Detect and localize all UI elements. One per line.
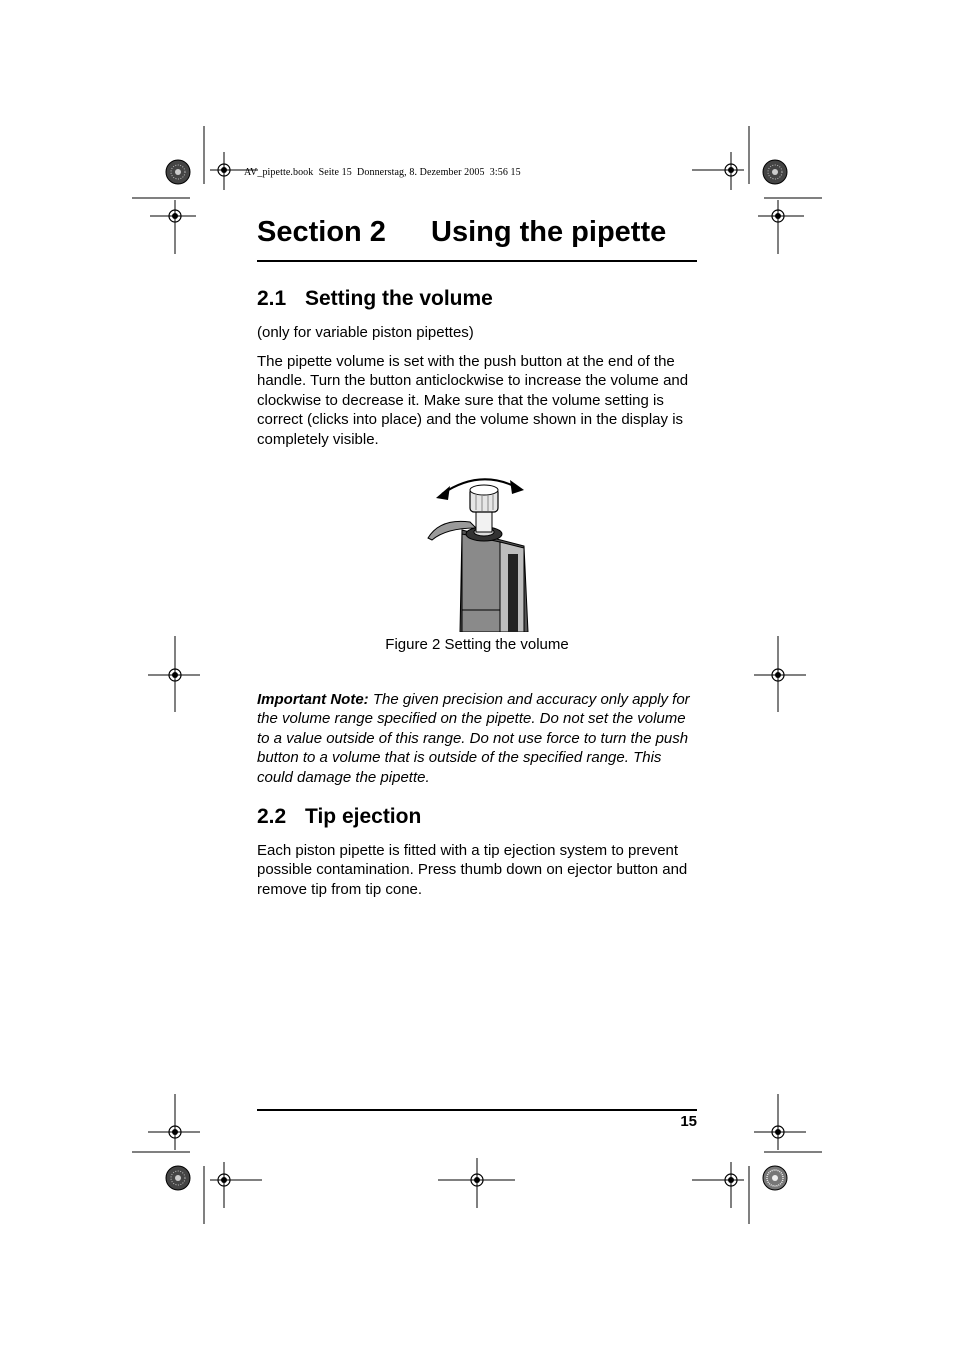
figure-caption: Figure 2 Setting the volume <box>385 636 569 653</box>
star-target-bottom-left <box>166 1166 190 1190</box>
registration-mark-middle-left <box>148 636 200 712</box>
crop-mark-top-left <box>132 126 204 198</box>
registration-mark-top-left-b <box>150 200 196 254</box>
crop-mark-bottom-right <box>749 1152 822 1224</box>
subsection-number: 2.2 <box>257 805 287 828</box>
arrow-right-icon <box>510 480 524 494</box>
star-target-bottom-right <box>763 1166 787 1190</box>
star-target-top-right <box>763 160 787 184</box>
crop-mark-bottom-left <box>132 1152 204 1224</box>
important-note-label: Important Note: <box>257 691 369 708</box>
star-target-top-left <box>166 160 190 184</box>
section-number: Section 2 <box>257 216 386 248</box>
subsection-note-variable-pipettes: (only for variable piston pipettes) <box>257 324 474 341</box>
section-heading <box>257 216 666 249</box>
setting-volume-paragraph: The pipette volume is set with the push button at the end of the handle. Turn the button anticlockwise to increase the volume and clockwise to decrease it. Make sure that the volume setting is correct (clicks into place) and the volume shown in the display is completely visible. <box>257 353 689 448</box>
subsection-heading-2-2 <box>257 805 421 829</box>
arrow-left-icon <box>436 486 450 500</box>
registration-mark-top-right-a <box>692 152 744 190</box>
subsection-title: Setting the volume <box>305 287 493 310</box>
registration-mark-bottom-right-a <box>754 1094 806 1150</box>
registration-mark-bottom-center <box>438 1158 515 1208</box>
tip-ejection-paragraph: Each piston pipette is fitted with a tip ejection system to prevent possible contamination. Press thumb down on ejector button and remove tip from tip cone. <box>257 842 688 898</box>
important-note <box>257 690 699 787</box>
subsection-heading-2-1 <box>257 287 493 311</box>
important-note-text: The given precision and accuracy only apply for the volume range specified on the pipette. Do not set the volume to a value outside of this range. Do not use force to turn the push button to a volume that is outside of the specified range. This could damage the pipette. <box>257 691 690 786</box>
registration-mark-bottom-right-b <box>692 1162 744 1208</box>
section-title: Using the pipette <box>431 216 667 248</box>
subsection-title: Tip ejection <box>305 805 422 828</box>
footer-rule <box>257 1109 697 1111</box>
registration-mark-middle-right <box>754 636 806 712</box>
registration-mark-top-right-b <box>758 200 804 254</box>
print-header-line: AV_pipette.book Seite 15 Donnerstag, 8. Dezember 2005 3:56 15 <box>244 167 521 178</box>
registration-mark-bottom-left-a <box>148 1094 200 1150</box>
registration-mark-bottom-left-b <box>210 1162 262 1208</box>
subsection-number: 2.1 <box>257 287 287 310</box>
pipette-volume-illustration <box>420 468 540 632</box>
page-number: 15 <box>680 1113 697 1130</box>
section-heading-rule <box>257 260 697 262</box>
crop-mark-top-right <box>749 126 822 198</box>
